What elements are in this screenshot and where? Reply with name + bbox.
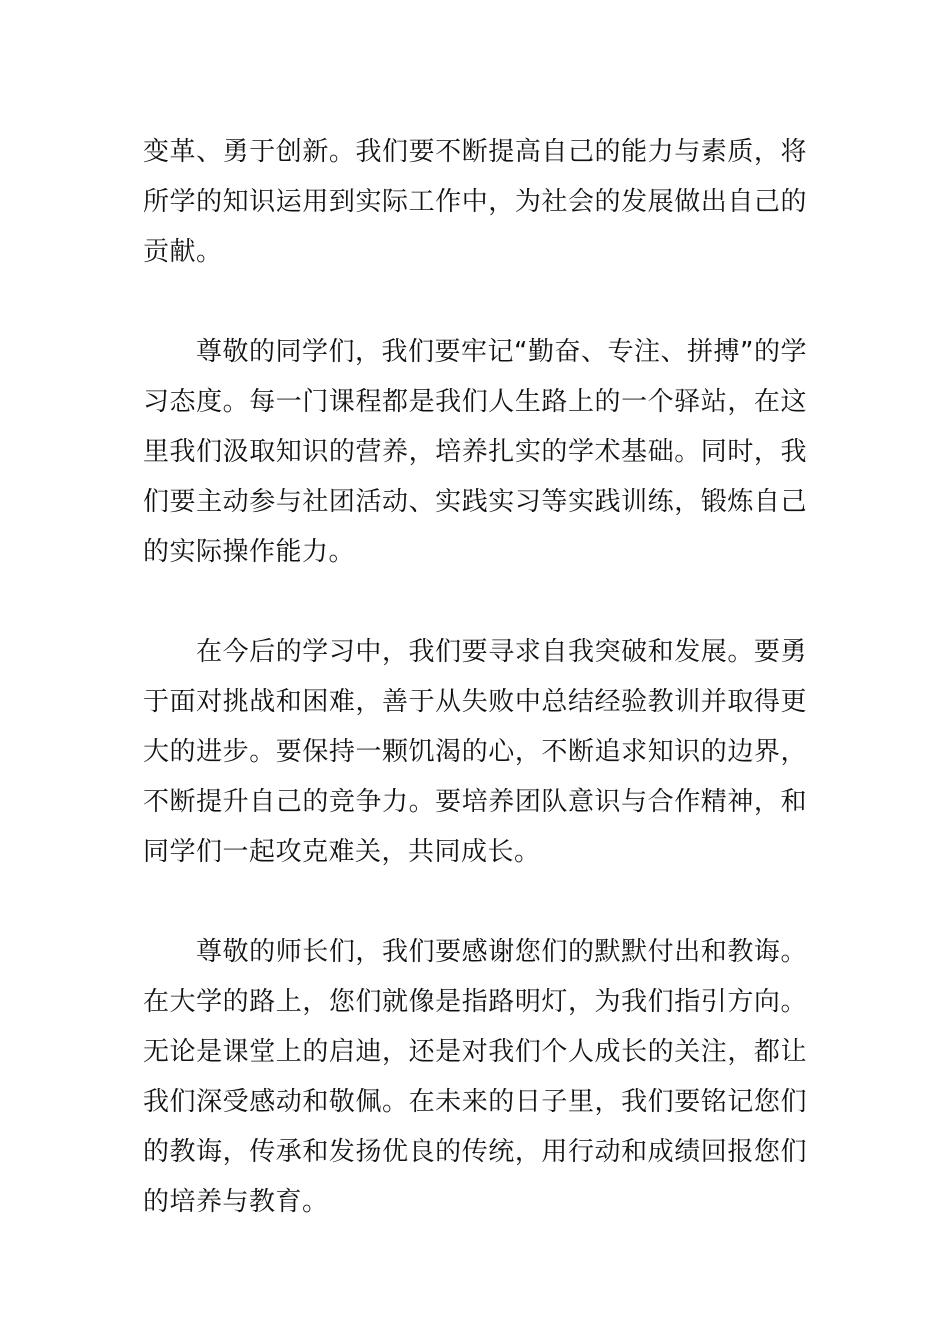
paragraph-4: 尊敬的师长们，我们要感谢您们的默默付出和教诲。在大学的路上，您们就像是指路明灯，为我们指引方向。无论是课堂上的启迪，还是对我们个人成长的关注，都让我们深受感动和敬佩。在未来的日子里，我们要铭记您们的教诲，传承和发扬优良的传统，用行动和成绩回报您们的培养与教育。 xyxy=(143,937,807,1217)
paragraph-1: 变革、勇于创新。我们要不断提高自己的能力与素质，将所学的知识运用到实际工作中，为社会的发展做出自己的贡献。 xyxy=(143,137,807,267)
document-body xyxy=(143,127,807,1227)
paragraph-3: 在今后的学习中，我们要寻求自我突破和发展。要勇于面对挑战和困难，善于从失败中总结经验教训并取得更大的进步。要保持一颗饥渴的心，不断追求知识的边界，不断提升自己的竞争力。要培养团队意识与合作精神，和同学们一起攻克难关，共同成长。 xyxy=(143,637,807,867)
paragraph-2: 尊敬的同学们，我们要牢记“勤奋、专注、拼搏”的学习态度。每一门课程都是我们人生路上的一个驿站，在这里我们汲取知识的营养，培养扎实的学术基础。同时，我们要主动参与社团活动、实践实习等实践训练，锻炼自己的实际操作能力。 xyxy=(143,337,807,567)
